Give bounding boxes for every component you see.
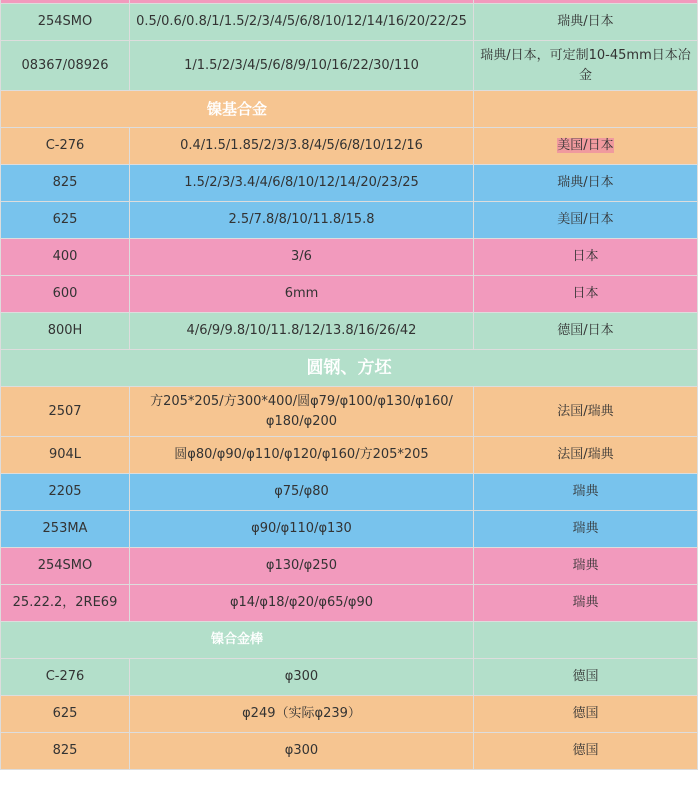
spec-cell: φ249（实际φ239）: [130, 696, 474, 733]
spec-cell: 0.4/1.5/1.85/2/3/3.8/4/5/6/8/10/12/16: [130, 128, 474, 165]
origin-cell: 瑞典/日本: [474, 4, 698, 41]
highlighted-origin: 美国/日本: [557, 138, 614, 153]
grade-cell: 254SMO: [1, 4, 130, 41]
origin-cell: 瑞典: [474, 585, 698, 622]
origin-cell: 法国/瑞典: [474, 387, 698, 437]
origin-cell: 瑞典: [474, 474, 698, 511]
grade-cell: 825: [1, 165, 130, 202]
spec-cell: 2.5/7.8/8/10/11.8/15.8: [130, 202, 474, 239]
table-row: [1, 437, 698, 474]
origin-cell: 瑞典: [474, 511, 698, 548]
origin-cell: 法国/瑞典: [474, 437, 698, 474]
table-row: [1, 41, 698, 91]
grade-cell: 600: [1, 276, 130, 313]
spec-cell: 3/6: [130, 239, 474, 276]
table-row: [1, 696, 698, 733]
section-header-row: [1, 622, 698, 659]
spec-cell: 圆φ80/φ90/φ110/φ120/φ160/方205*205: [130, 437, 474, 474]
section-header-row: [1, 91, 698, 128]
table-row: [1, 387, 698, 437]
grade-cell: 825: [1, 733, 130, 770]
origin-cell: 德国: [474, 696, 698, 733]
origin-cell: [474, 128, 698, 165]
table-row: [1, 313, 698, 350]
spec-cell: φ300: [130, 659, 474, 696]
spec-cell: 方205*205/方300*400/圆φ79/φ100/φ130/φ160/φ180/φ200: [130, 387, 474, 437]
table-row: [1, 4, 698, 41]
grade-cell: 400: [1, 239, 130, 276]
grade-cell: C-276: [1, 128, 130, 165]
table-row: [1, 733, 698, 770]
spec-cell: φ90/φ110/φ130: [130, 511, 474, 548]
spec-cell: 1/1.5/2/3/4/5/6/8/9/10/16/22/30/110: [130, 41, 474, 91]
grade-cell: 08367/08926: [1, 41, 130, 91]
grade-cell: 625: [1, 696, 130, 733]
origin-cell: 瑞典/日本，可定制10-45mm日本冶金: [474, 41, 698, 91]
origin-cell: 日本: [474, 276, 698, 313]
grade-cell: 25.22.2，2RE69: [1, 585, 130, 622]
grade-cell: 625: [1, 202, 130, 239]
table-row: [1, 659, 698, 696]
table-row: [1, 585, 698, 622]
section-title: 镍合金棒: [1, 622, 474, 659]
section-title: 圆钢、方坯: [1, 350, 698, 387]
spec-cell: φ130/φ250: [130, 548, 474, 585]
grade-cell: 253MA: [1, 511, 130, 548]
spec-cell: 6mm: [130, 276, 474, 313]
table-row: [1, 128, 698, 165]
origin-cell: 日本: [474, 239, 698, 276]
grade-cell: 2205: [1, 474, 130, 511]
spec-cell: 0.5/0.6/0.8/1/1.5/2/3/4/5/6/8/10/12/14/16/20/22/25: [130, 4, 474, 41]
section-title: 镍基合金: [1, 91, 474, 128]
spec-cell: 4/6/9/9.8/10/11.8/12/13.8/16/26/42: [130, 313, 474, 350]
origin-cell: 美国/日本: [474, 202, 698, 239]
spec-cell: φ75/φ80: [130, 474, 474, 511]
spec-cell: φ14/φ18/φ20/φ65/φ90: [130, 585, 474, 622]
origin-cell: 德国: [474, 733, 698, 770]
table-row: [1, 239, 698, 276]
table-row: [1, 202, 698, 239]
grade-cell: 254SMO: [1, 548, 130, 585]
table-row: [1, 511, 698, 548]
grade-cell: 904L: [1, 437, 130, 474]
section-header-row: [1, 350, 698, 387]
origin-cell: 瑞典: [474, 548, 698, 585]
spec-cell: φ300: [130, 733, 474, 770]
origin-cell: 德国/日本: [474, 313, 698, 350]
table-row: [1, 548, 698, 585]
table-cell: [474, 91, 698, 128]
origin-cell: 德国: [474, 659, 698, 696]
grade-cell: 2507: [1, 387, 130, 437]
grade-cell: C-276: [1, 659, 130, 696]
table-row: [1, 276, 698, 313]
table-row: [1, 165, 698, 202]
origin-cell: 瑞典/日本: [474, 165, 698, 202]
grade-cell: 800H: [1, 313, 130, 350]
table-row: [1, 474, 698, 511]
spec-cell: 1.5/2/3/3.4/4/6/8/10/12/14/20/23/25: [130, 165, 474, 202]
table-cell: [474, 622, 698, 659]
